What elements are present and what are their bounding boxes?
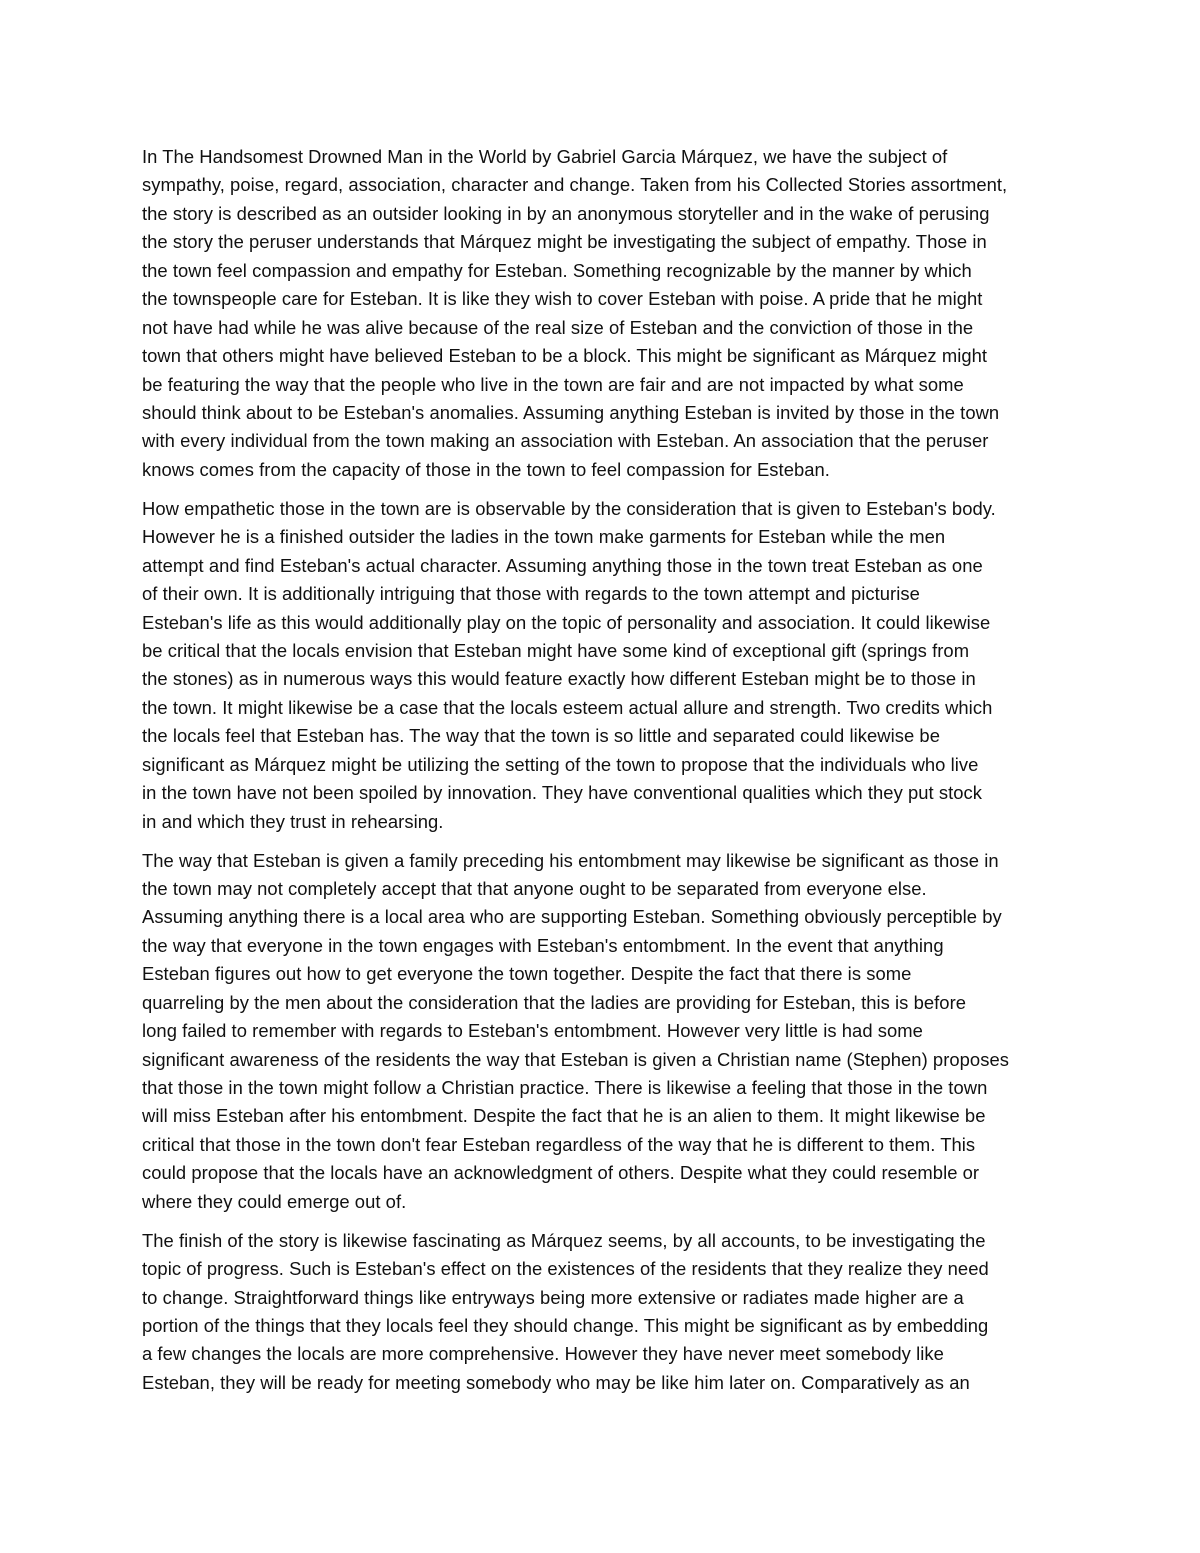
text-line: attempt and find Esteban's actual character. Assuming anything those in the town treat Esteban as one [142, 554, 983, 576]
text-line: the story is described as an outsider looking in by an anonymous storyteller and in the wake of perusing [142, 202, 990, 224]
text-line: the townspeople care for Esteban. It is like they wish to cover Esteban with poise. A pride that he might [142, 288, 983, 310]
paragraph-3 [142, 847, 1067, 1217]
text-line: not have had while he was alive because of the real size of Esteban and the conviction of those in the [142, 316, 974, 338]
text-line: could propose that the locals have an acknowledgment of others. Despite what they could resemble or [142, 1162, 980, 1184]
text-line: How empathetic those in the town are is observable by the consideration that is given to Esteban's body. [142, 497, 996, 519]
text-line: with every individual from the town making an association with Esteban. An association that the peruser [142, 430, 989, 452]
text-line: be critical that the locals envision that Esteban might have some kind of exceptional gift (springs from [142, 639, 970, 661]
paragraph-1 [142, 143, 1067, 484]
text-line: the town. It might likewise be a case that the locals esteem actual allure and strength. Two credits which [142, 696, 993, 718]
text-line: the locals feel that Esteban has. The way that the town is so little and separated could likewise be [142, 725, 940, 747]
text-line: in and which they trust in rehearsing. [142, 810, 444, 832]
text-line: critical that those in the town don't fear Esteban regardless of the way that he is different to them. This [142, 1133, 976, 1155]
text-line: a few changes the locals are more comprehensive. However they have never meet somebody like [142, 1343, 944, 1365]
text-line: of their own. It is additionally intriguing that those with regards to the town attempt and picturise [142, 583, 920, 605]
text-line: significant as Márquez might be utilizing the setting of the town to propose that the individuals who live [142, 753, 979, 775]
text-line: Esteban's life as this would additionally play on the topic of personality and association. It could likewise [142, 611, 991, 633]
text-line: town that others might have believed Esteban to be a block. This might be significant as Márquez might [142, 345, 988, 367]
text-line: long failed to remember with regards to Esteban's entombment. However very little is had some [142, 1020, 923, 1042]
document-body [142, 143, 1067, 1408]
text-line: where they could emerge out of. [142, 1190, 407, 1212]
text-line: However he is a finished outsider the ladies in the town make garments for Esteban while the men [142, 526, 946, 548]
text-line: quarreling by the men about the consideration that the ladies are providing for Esteban, this is before [142, 991, 967, 1013]
text-line: be featuring the way that the people who live in the town are fair and are not impacted by what some [142, 373, 964, 395]
text-line: in the town have not been spoiled by innovation. They have conventional qualities which they put stock [142, 782, 983, 804]
text-line: portion of the things that they locals feel they should change. This might be significant as by embedding [142, 1315, 989, 1336]
text-line: the stones) as in numerous ways this would feature exactly how different Esteban might be to those in [142, 668, 976, 690]
text-line: the town feel compassion and empathy for Esteban. Something recognizable by the manner by which [142, 259, 972, 281]
paragraph-2 [142, 495, 1067, 836]
text-line: Esteban figures out how to get everyone the town together. Despite the fact that there is some [142, 963, 912, 985]
paragraph-4 [142, 1227, 1067, 1398]
text-line: Assuming anything there is a local area who are supporting Esteban. Something obviously perceptible by [142, 906, 1002, 928]
text-line: Esteban, they will be ready for meeting somebody who may be like him later on. Comparatively as an [142, 1371, 970, 1393]
text-line: should think about to be Esteban's anomalies. Assuming anything Esteban is invited by those in the town [142, 401, 1000, 423]
text-line: In The Handsomest Drowned Man in the World by Gabriel Garcia Márquez, we have the subject of [142, 146, 948, 167]
text-line: that those in the town might follow a Christian practice. There is likewise a feeling that those in the town [142, 1077, 988, 1098]
text-line: topic of progress. Such is Esteban's effect on the existences of the residents that they realize they need [142, 1258, 989, 1280]
text-line: The way that Esteban is given a family preceding his entombment may likewise be significant as those in [142, 849, 999, 871]
text-line: the town may not completely accept that that anyone ought to be separated from everyone else. [142, 877, 927, 899]
text-line: sympathy, poise, regard, association, character and change. Taken from his Collected Stories assortment, [142, 174, 1008, 196]
text-line: The finish of the story is likewise fascinating as Márquez seems, by all accounts, to be investigating the [142, 1229, 986, 1251]
text-line: will miss Esteban after his entombment. Despite the fact that he is an alien to them. It might likewise be [142, 1105, 986, 1127]
text-line: the way that everyone in the town engages with Esteban's entombment. In the event that anything [142, 934, 944, 956]
text-line: knows comes from the capacity of those in the town to feel compassion for Esteban. [142, 458, 830, 480]
text-line: to change. Straightforward things like entryways being more extensive or radiates made higher are a [142, 1286, 964, 1308]
text-line: significant awareness of the residents the way that Esteban is given a Christian name (Stephen) proposes [142, 1048, 1009, 1070]
text-line: the story the peruser understands that Márquez might be investigating the subject of empathy. Those in [142, 231, 987, 253]
